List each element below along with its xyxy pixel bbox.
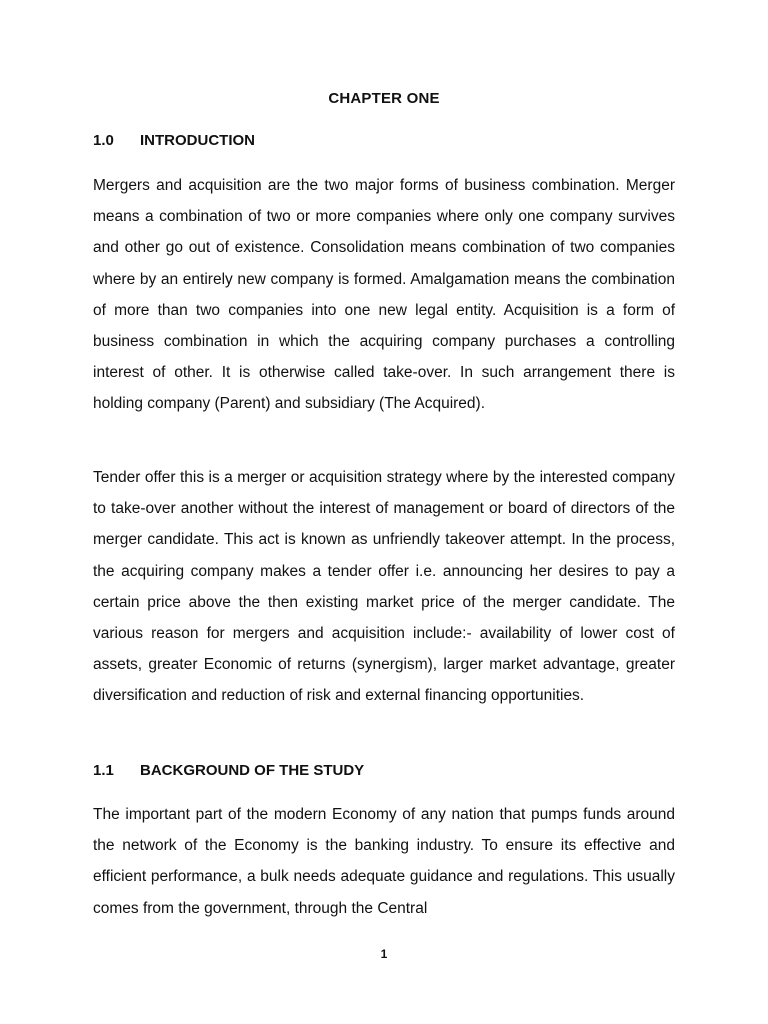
section-title: BACKGROUND OF THE STUDY xyxy=(140,762,365,779)
paragraph-banking-industry: The important part of the modern Economy of any nation that pumps funds around the network of the Economy is the banking industry. To ensure its effective and efficient performance, a bulk needs adequate guidance and regulations. This usually comes from the government, through the Central xyxy=(93,806,675,917)
section-title: INTRODUCTION xyxy=(140,132,255,149)
paragraph-tender-offer: Tender offer this is a merger or acquisition strategy where by the interested company to take-over another without the interest of management or board of directors of the merger candidate. This act is known as unfriendly takeover attempt. In the process, the acquiring company makes a tender offer i.e. announcing her desires to pay a certain price above the then existing market price of the merger candidate. The various reason for mergers and acquisition include:- availability of lower cost of assets, greater Economic of returns (synergism), larger market advantage, greater diversification and reduction of risk and external financing opportunities. xyxy=(93,469,675,705)
section-heading-introduction xyxy=(93,132,255,149)
chapter-title: CHAPTER ONE xyxy=(328,90,440,107)
paragraph-mergers-definition: Mergers and acquisition are the two major forms of business combination. Merger means a combination of two or more companies where only one company survives and other go out of existence. Consolidation means combination of two companies where by an entirely new company is formed. Amalgamation means the combination of more than two companies into one new legal entity. Acquisition is a form of business combination in which the acquiring company purchases a controlling interest of other. It is otherwise called take-over. In such arrangement there is holding company (Parent) and subsidiary (The Acquired). xyxy=(93,177,675,413)
section-heading-background xyxy=(93,762,364,779)
page-number: 1 xyxy=(380,947,388,961)
section-number: 1.0 xyxy=(93,132,114,149)
section-number: 1.1 xyxy=(93,762,114,779)
